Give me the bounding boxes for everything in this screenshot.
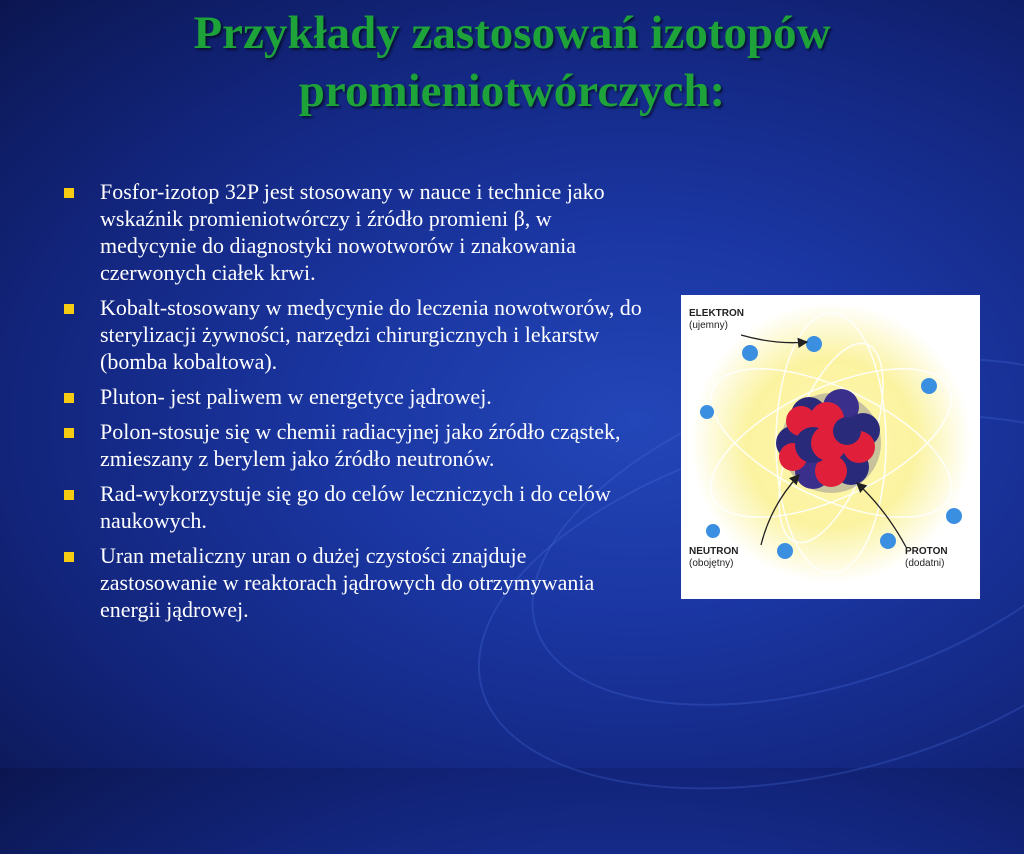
- list-item-text: Rad-wykorzystuje się go do celów leczniczych i do celów naukowych.: [100, 481, 611, 533]
- list-item-text: Fosfor-izotop 32P jest stosowany w nauce i technice jako wskaźnik promieniotwórczy i źródło promieni β, w medycynie do diagnostyki nowotworów i znakowania czerwonych ciałek krwi.: [100, 179, 605, 285]
- list-item: [62, 294, 642, 375]
- square-bullet-icon: [64, 304, 74, 314]
- square-bullet-icon: [64, 188, 74, 198]
- neutron-sublabel: (obojętny): [689, 558, 734, 569]
- bullet-list: [62, 178, 642, 631]
- list-item: [62, 178, 642, 286]
- list-item-text: Pluton- jest paliwem w energetyce jądrowej.: [100, 384, 492, 409]
- square-bullet-icon: [64, 552, 74, 562]
- electron-sublabel: (ujemny): [689, 320, 728, 331]
- title-line-1: Przykłady zastosowań izotopów: [193, 7, 831, 59]
- square-bullet-icon: [64, 490, 74, 500]
- slide-title: [0, 4, 1024, 120]
- atom-diagram: [681, 295, 980, 599]
- proton-label: PROTON: [905, 546, 948, 557]
- list-item-text: Polon-stosuje się w chemii radiacyjnej jako źródło cząstek, zmieszany z berylem jako źródło neutronów.: [100, 419, 621, 471]
- proton-sublabel: (dodatni): [905, 558, 945, 569]
- list-item-text: Uran metaliczny uran o dużej czystości znajduje zastosowanie w reaktorach jądrowych do otrzymywania energii jądrowej.: [100, 543, 595, 622]
- title-line-2: promieniotwórczych:: [298, 65, 726, 117]
- list-item: [62, 480, 642, 534]
- list-item-text: Kobalt-stosowany w medycynie do leczenia nowotworów, do sterylizacji żywności, narzędzi chirurgicznych i lekarstw (bomba kobaltowa).: [100, 295, 642, 374]
- neutron-label: NEUTRON: [689, 546, 739, 557]
- electron-label: ELEKTRON: [689, 308, 744, 319]
- atom-illustration: [681, 295, 980, 599]
- square-bullet-icon: [64, 393, 74, 403]
- list-item: [62, 418, 642, 472]
- list-item: [62, 383, 642, 410]
- list-item: [62, 542, 642, 623]
- square-bullet-icon: [64, 428, 74, 438]
